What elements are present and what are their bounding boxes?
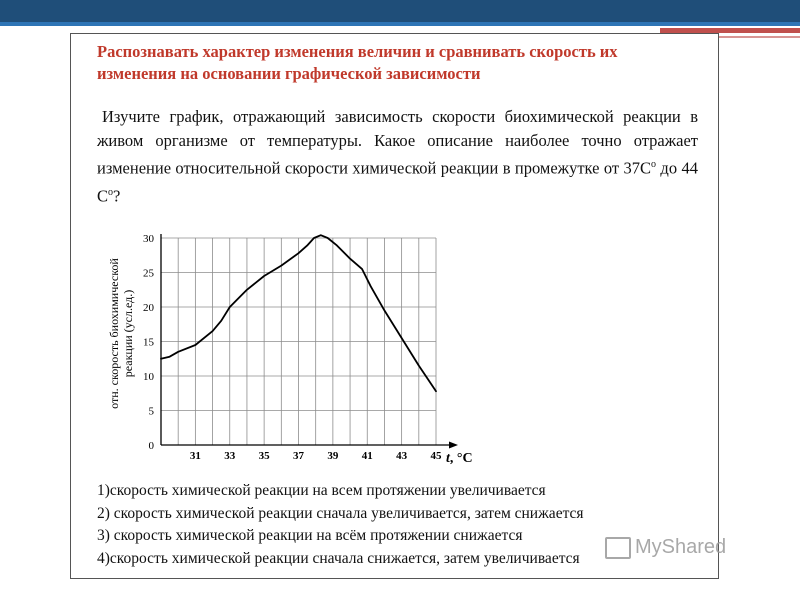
x-axis-arrow [449, 442, 458, 449]
x-tick-label: 33 [224, 450, 236, 462]
y-tick-label: 20 [143, 302, 154, 314]
task-text-part2: до 44 С [97, 158, 698, 205]
x-axis-label-variable: t [446, 451, 450, 466]
task-degree-sup1: о [651, 159, 657, 170]
x-tick-label: 39 [327, 450, 339, 462]
answer-option-2[interactable]: 2) скорость химической реакции сначала увеличивается, затем снижается [97, 504, 584, 522]
y-axis-label-line1: отн. скорость биохимической [107, 258, 121, 409]
y-tick-label: 30 [143, 233, 154, 245]
y-tick-label: 10 [143, 371, 154, 383]
y-tick-label: 0 [148, 440, 154, 452]
top-accent-stripe [0, 22, 800, 26]
presentation-icon [605, 537, 631, 559]
slide-heading: Распознавать характер изменения величин и сравнивать скорость их изменения на основании графической зависимости [97, 42, 618, 83]
task-text-part3: ? [113, 186, 121, 205]
x-tick-label: 31 [189, 450, 201, 462]
x-tick-label: 41 [361, 450, 373, 462]
y-axis-label-line2: реакции (усл.ед.) [121, 289, 135, 378]
x-tick-label: 35 [258, 450, 270, 462]
y-tick-label: 15 [143, 336, 154, 349]
x-tick-label: 43 [396, 450, 408, 462]
task-text-part1: Изучите график, отражающий зависимость скорости биохимической реакции в живом организме от температуры. Какое описание наиболее точно отражает изменение относительной скорости химической реакции в промежутке от 37С [97, 107, 698, 178]
x-axis-label [446, 451, 473, 466]
x-tick-label: 37 [293, 450, 304, 462]
top-title-bar [0, 0, 800, 22]
temperature-rate-chart [100, 225, 500, 475]
answer-option-3[interactable]: 3) скорость химической реакции на всём протяжении снижается [97, 527, 523, 544]
x-tick-label: 45 [430, 450, 442, 462]
watermark-text: MyShared [635, 536, 727, 558]
task-degree-sup2: о [108, 186, 114, 198]
myshared-watermark [605, 536, 765, 566]
task-text [97, 105, 698, 208]
y-tick-label: 25 [143, 267, 154, 280]
answer-option-1[interactable]: 1)скорость химической реакции на всем протяжении увеличивается [97, 482, 546, 499]
x-axis-label-unit: , °C [449, 451, 473, 466]
answer-option-4[interactable]: 4)скорость химической реакции сначала снижается, затем увеличивается [97, 549, 580, 567]
y-tick-label: 5 [148, 405, 154, 418]
